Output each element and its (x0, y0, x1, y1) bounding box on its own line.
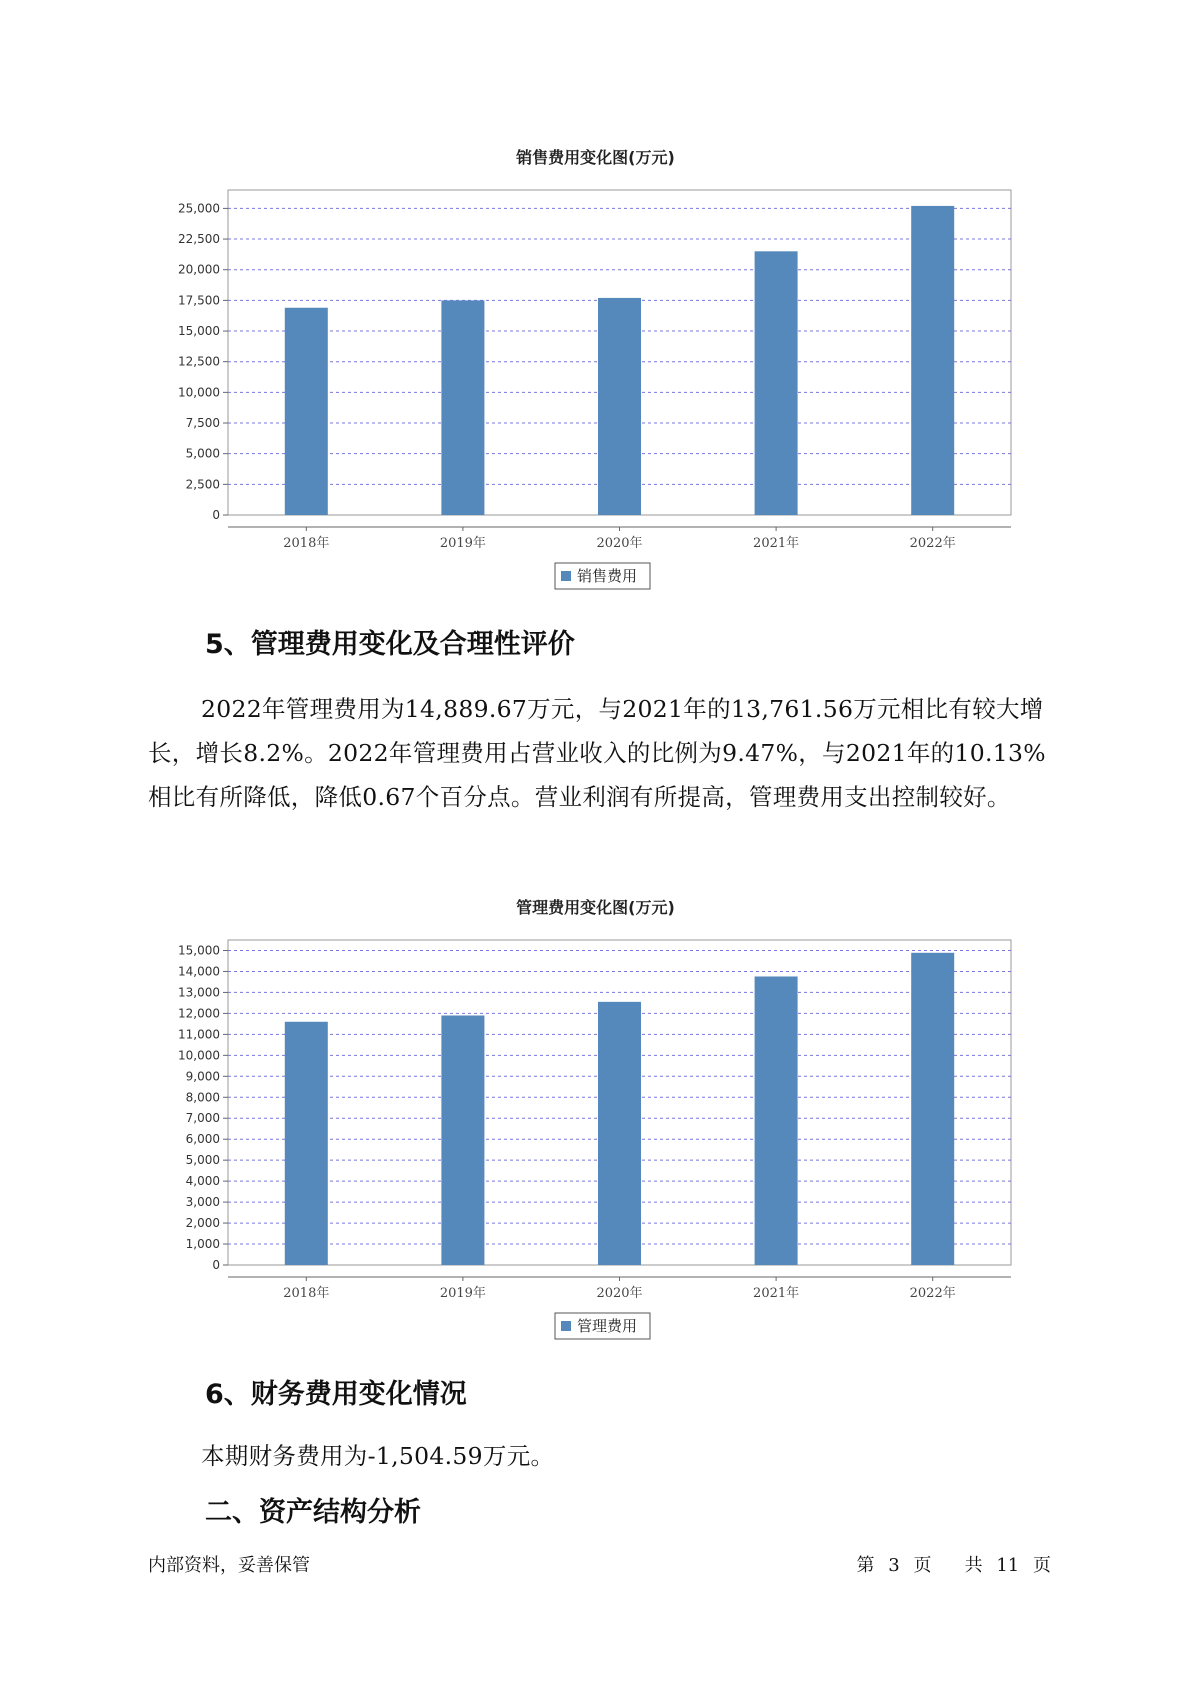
y-tick-label: 7,500 (185, 416, 220, 431)
bar (755, 976, 798, 1265)
y-tick-label: 20,000 (178, 262, 220, 277)
legend-swatch (561, 571, 571, 581)
page-number: 3 (888, 1555, 900, 1576)
y-tick-label: 3,000 (185, 1195, 220, 1210)
total-prefix: 共 (964, 1555, 983, 1576)
sales-expense-chart (0, 180, 1191, 590)
y-tick-label: 10,000 (178, 1048, 220, 1063)
section5-paragraph: 2022年管理费用为14,889.67万元，与2021年的13,761.56万元相比有较大增长，增长8.2%。2022年管理费用占营业收入的比例为9.47%，与2021年的10.13%相比有所降低，降低0.67个百分点。营业利润有所提高，管理费用支出控制较好。 (148, 695, 1046, 811)
bar (598, 1002, 641, 1265)
y-tick-label: 25,000 (178, 201, 220, 216)
x-tick-label: 2021年 (753, 536, 800, 551)
x-tick-label: 2020年 (596, 1286, 643, 1301)
x-tick-label: 2018年 (283, 536, 330, 551)
bar (755, 251, 798, 515)
x-tick-label: 2019年 (439, 1286, 486, 1301)
x-tick-label: 2019年 (439, 536, 486, 551)
total-unit: 页 (1033, 1555, 1051, 1576)
y-tick-label: 17,500 (178, 293, 220, 308)
bar (911, 206, 954, 515)
y-tick-label: 2,000 (185, 1216, 220, 1231)
x-tick-label: 2018年 (283, 1286, 330, 1301)
y-tick-label: 22,500 (178, 232, 220, 247)
y-tick-label: 5,000 (185, 1153, 220, 1168)
x-tick-label: 2020年 (596, 536, 643, 551)
total-pages: 11 (996, 1555, 1020, 1576)
y-tick-label: 11,000 (178, 1027, 220, 1042)
y-tick-label: 2,500 (185, 477, 220, 492)
y-tick-label: 5,000 (185, 446, 220, 461)
y-tick-label: 15,000 (178, 943, 220, 958)
y-tick-label: 8,000 (185, 1090, 220, 1105)
y-tick-label: 0 (212, 1258, 220, 1272)
bar (441, 300, 484, 515)
page-prefix: 第 (856, 1555, 875, 1576)
bar (285, 1022, 328, 1265)
footer-page-info (855, 1551, 1053, 1577)
x-tick-label: 2022年 (909, 1286, 956, 1301)
admin-expense-chart (0, 930, 1191, 1340)
y-tick-label: 6,000 (185, 1132, 220, 1147)
admin-expense-chart-title: 管理费用变化图(万元) (516, 898, 675, 917)
page-unit: 页 (913, 1555, 932, 1576)
x-tick-label: 2021年 (753, 1286, 800, 1301)
y-tick-label: 0 (212, 508, 220, 522)
y-tick-label: 12,000 (178, 1006, 220, 1021)
y-tick-label: 15,000 (178, 324, 220, 339)
y-tick-label: 1,000 (185, 1237, 220, 1252)
bar (441, 1015, 484, 1265)
y-tick-label: 13,000 (178, 985, 220, 1000)
x-tick-label: 2022年 (909, 536, 956, 551)
sales-expense-chart-title: 销售费用变化图(万元) (516, 148, 675, 167)
y-tick-label: 4,000 (185, 1174, 220, 1189)
legend-swatch (561, 1321, 571, 1331)
y-tick-label: 12,500 (178, 354, 220, 369)
bar (911, 953, 954, 1265)
bar (598, 298, 641, 515)
y-tick-label: 7,000 (185, 1111, 220, 1126)
bar (285, 308, 328, 515)
footer-confidential-note: 内部资料，妥善保管 (148, 1555, 310, 1576)
section-two-heading: 二、资产结构分析 (205, 1497, 421, 1528)
y-tick-label: 9,000 (185, 1069, 220, 1084)
section5-heading: 5、管理费用变化及合理性评价 (205, 629, 575, 660)
legend-label: 销售费用 (577, 567, 638, 585)
section6-heading: 6、财务费用变化情况 (205, 1379, 467, 1410)
section6-paragraph: 本期财务费用为-1,504.59万元。 (201, 1442, 555, 1470)
y-tick-label: 14,000 (178, 964, 220, 979)
legend-label: 管理费用 (577, 1317, 638, 1335)
y-tick-label: 10,000 (178, 385, 220, 400)
